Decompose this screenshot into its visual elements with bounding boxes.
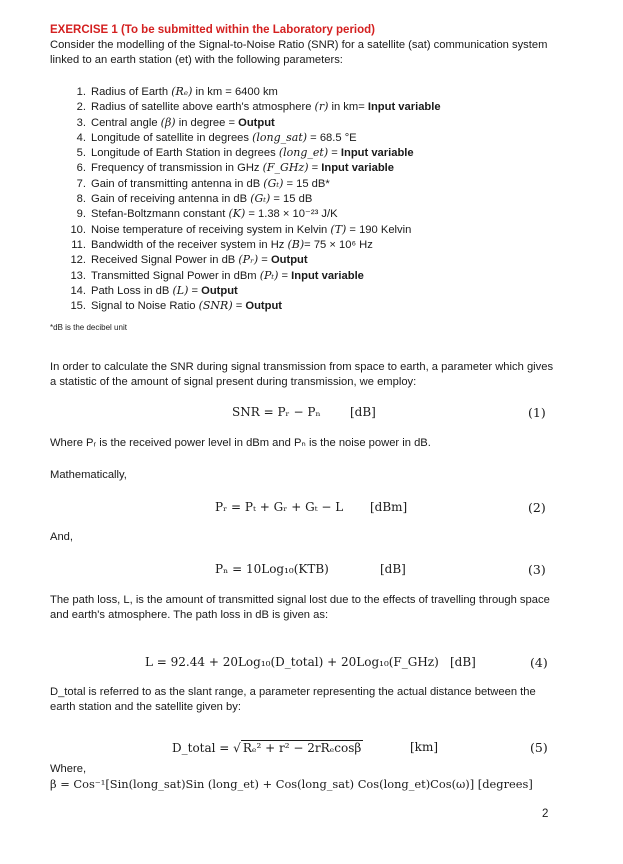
footnote: *dB is the decibel unit [50, 323, 127, 332]
parameter-item [52, 237, 552, 252]
equation-5-radicand: Rₑ² + r² − 2rRₑcosβ [242, 741, 362, 755]
parameter-text: = 15 dB [270, 193, 313, 206]
parameter-symbol: (Pᵣ) [238, 253, 259, 267]
equation-4-number: (4) [530, 655, 548, 670]
parameter-label: Central angle [91, 116, 158, 129]
parameter-item [52, 283, 552, 298]
parameter-text: = [258, 254, 271, 267]
parameter-symbol: (β) [160, 115, 176, 129]
equation-4-unit: [dB] [450, 655, 476, 669]
equation-6: β = Cos⁻¹[Sin(long_sat)Sin (long_et) + Cos(long_sat) Cos(long_et)Cos(ω)] [degrees] [50, 777, 533, 791]
parameter-value: Input variable [367, 101, 441, 114]
parameter-number: 6. [76, 162, 86, 175]
parameter-text: = [328, 147, 341, 160]
parameter-label: Gain of receiving antenna in dB [91, 193, 248, 206]
parameter-symbol: (long_sat) [252, 130, 308, 144]
parameter-text: = 68.5 °E [307, 131, 357, 144]
parameter-text: in km = 6400 km [192, 86, 278, 98]
equation-2-unit: [dBm] [370, 500, 408, 514]
parameter-number: 7. [76, 177, 86, 190]
mathematically-label: Mathematically, [50, 469, 127, 481]
parameter-text: = [308, 162, 322, 175]
parameter-number: 4. [76, 131, 86, 144]
parameter-list [52, 84, 552, 313]
parameter-text: = [278, 269, 292, 282]
parameter-number: 9. [76, 208, 86, 221]
parameter-item [52, 268, 552, 283]
parameter-label: Radius of Earth [91, 86, 169, 98]
parameter-text: = 1.38 × 10⁻²³ J/K [245, 208, 338, 221]
parameter-number: 10. [70, 223, 86, 236]
parameter-value: Output [201, 284, 238, 297]
parameter-symbol: (B) [287, 237, 305, 251]
parameter-text: = 15 dB* [283, 177, 330, 190]
pathloss-paragraph: The path loss, L, is the amount of transmitted signal lost due to the effects of travelling through space and earth's atmosphere. The path loss in dB is given as: [50, 594, 550, 621]
parameter-symbol: (Gₜ) [263, 176, 284, 190]
dtotal-paragraph: D_total is referred to as the slant range, a parameter representing the actual distance between the earth station and the satellite given by: [50, 686, 536, 713]
parameter-number: 8. [76, 193, 86, 206]
parameter-number: 12. [70, 254, 86, 267]
parameter-item [52, 298, 552, 313]
page-number: 2 [542, 808, 549, 820]
equation-3-number: (3) [528, 562, 546, 577]
parameter-number: 11. [71, 238, 86, 251]
where-label-2: Where, [50, 763, 87, 775]
parameter-symbol: (K) [228, 207, 246, 221]
parameter-item [52, 99, 552, 114]
parameter-value: Input variable [321, 162, 394, 175]
parameter-symbol: (Pₜ) [259, 268, 279, 282]
parameter-symbol: (T) [330, 222, 347, 236]
parameter-label: Received Signal Power in dB [91, 254, 236, 267]
parameter-item [52, 191, 552, 206]
sqrt-symbol: √ [233, 741, 241, 755]
parameter-item [52, 206, 552, 221]
equation-4: L = 92.44 + 20Log₁₀(D_total) + 20Log₁₀(F_GHz) [145, 655, 439, 669]
parameter-label: Radius of satellite above earth's atmosphere [91, 101, 312, 114]
parameter-label: Longitude of satellite in degrees [91, 131, 249, 144]
parameter-symbol: (Rₑ) [171, 85, 193, 98]
parameter-label: Transmitted Signal Power in dBm [91, 269, 257, 282]
parameter-number: 1. [76, 86, 86, 98]
snr-paragraph: In order to calculate the SNR during signal transmission from space to earth, a parameter which gives a statistic of the amount of signal present during transmission, we employ: [50, 361, 554, 388]
parameter-label: Noise temperature of receiving system in Kelvin [91, 223, 328, 236]
equation-1: SNR = Pᵣ − Pₙ [232, 405, 321, 419]
parameter-value: Output [270, 254, 308, 267]
equation-2: Pᵣ = Pₜ + Gᵣ + Gₜ − L [215, 500, 344, 514]
equation-5 [172, 740, 363, 755]
parameter-symbol: (SNR) [198, 299, 233, 313]
parameter-item [52, 130, 552, 145]
equation-1-number: (1) [528, 405, 546, 420]
parameter-item [52, 176, 552, 191]
parameter-text: = [232, 300, 246, 313]
parameter-number: 13. [70, 269, 86, 282]
parameter-number: 15. [70, 300, 86, 313]
parameter-item [52, 145, 552, 160]
parameter-value: Input variable [291, 269, 364, 282]
parameter-text: = [188, 284, 202, 297]
parameter-number: 3. [76, 116, 86, 129]
parameter-item [52, 84, 552, 99]
parameter-text: in km= [328, 101, 368, 114]
parameter-symbol: (Gₜ) [250, 192, 271, 206]
equation-3: Pₙ = 10Log₁₀(KTB) [215, 562, 329, 576]
intro-paragraph: Consider the modelling of the Signal-to-Noise Ratio (SNR) for a satellite (sat) communication system linked to an earth station (et) with the following parameters: [50, 39, 548, 66]
parameter-item [52, 160, 552, 175]
parameter-value: Output [245, 300, 283, 313]
parameter-value: Input variable [340, 147, 414, 160]
parameter-number: 14. [70, 284, 86, 297]
parameter-label: Bandwidth of the receiver system in Hz [91, 238, 285, 251]
parameter-text: = 190 Kelvin [346, 223, 412, 236]
parameter-number: 2. [76, 101, 86, 114]
parameter-label: Longitude of Earth Station in degrees [91, 147, 276, 160]
parameter-symbol: (F_GHz) [262, 161, 309, 175]
parameter-label: Frequency of transmission in GHz [91, 162, 260, 175]
equation-5-unit: [km] [410, 740, 439, 754]
parameter-label: Signal to Noise Ratio [91, 300, 196, 313]
parameter-item [52, 252, 552, 267]
parameter-text: = 75 × 10⁶ Hz [304, 238, 373, 251]
and-label: And, [50, 531, 74, 543]
parameter-text: in degree = [175, 116, 239, 129]
equation-1-unit: [dB] [350, 405, 376, 419]
parameter-item [52, 222, 552, 237]
equation-2-number: (2) [528, 500, 546, 515]
parameter-number: 5. [76, 147, 86, 160]
parameter-item [52, 115, 552, 130]
parameter-symbol: (long_et) [278, 146, 329, 160]
parameter-value: Output [238, 116, 275, 129]
equation-3-unit: [dB] [380, 562, 406, 576]
parameter-label: Path Loss in dB [91, 284, 170, 297]
parameter-label: Stefan-Boltzmann constant [91, 208, 226, 221]
equation-5-lhs: D_total = [172, 741, 234, 755]
parameter-label: Gain of transmitting antenna in dB [91, 177, 261, 190]
where-paragraph-1: Where Pᵣ is the received power level in dBm and Pₙ is the noise power in dB. [50, 437, 431, 449]
parameter-symbol: (L) [172, 283, 189, 297]
equation-5-number: (5) [530, 740, 548, 755]
exercise-title: EXERCISE 1 (To be submitted within the Laboratory period) [50, 24, 376, 36]
parameter-symbol: (r) [314, 100, 329, 114]
